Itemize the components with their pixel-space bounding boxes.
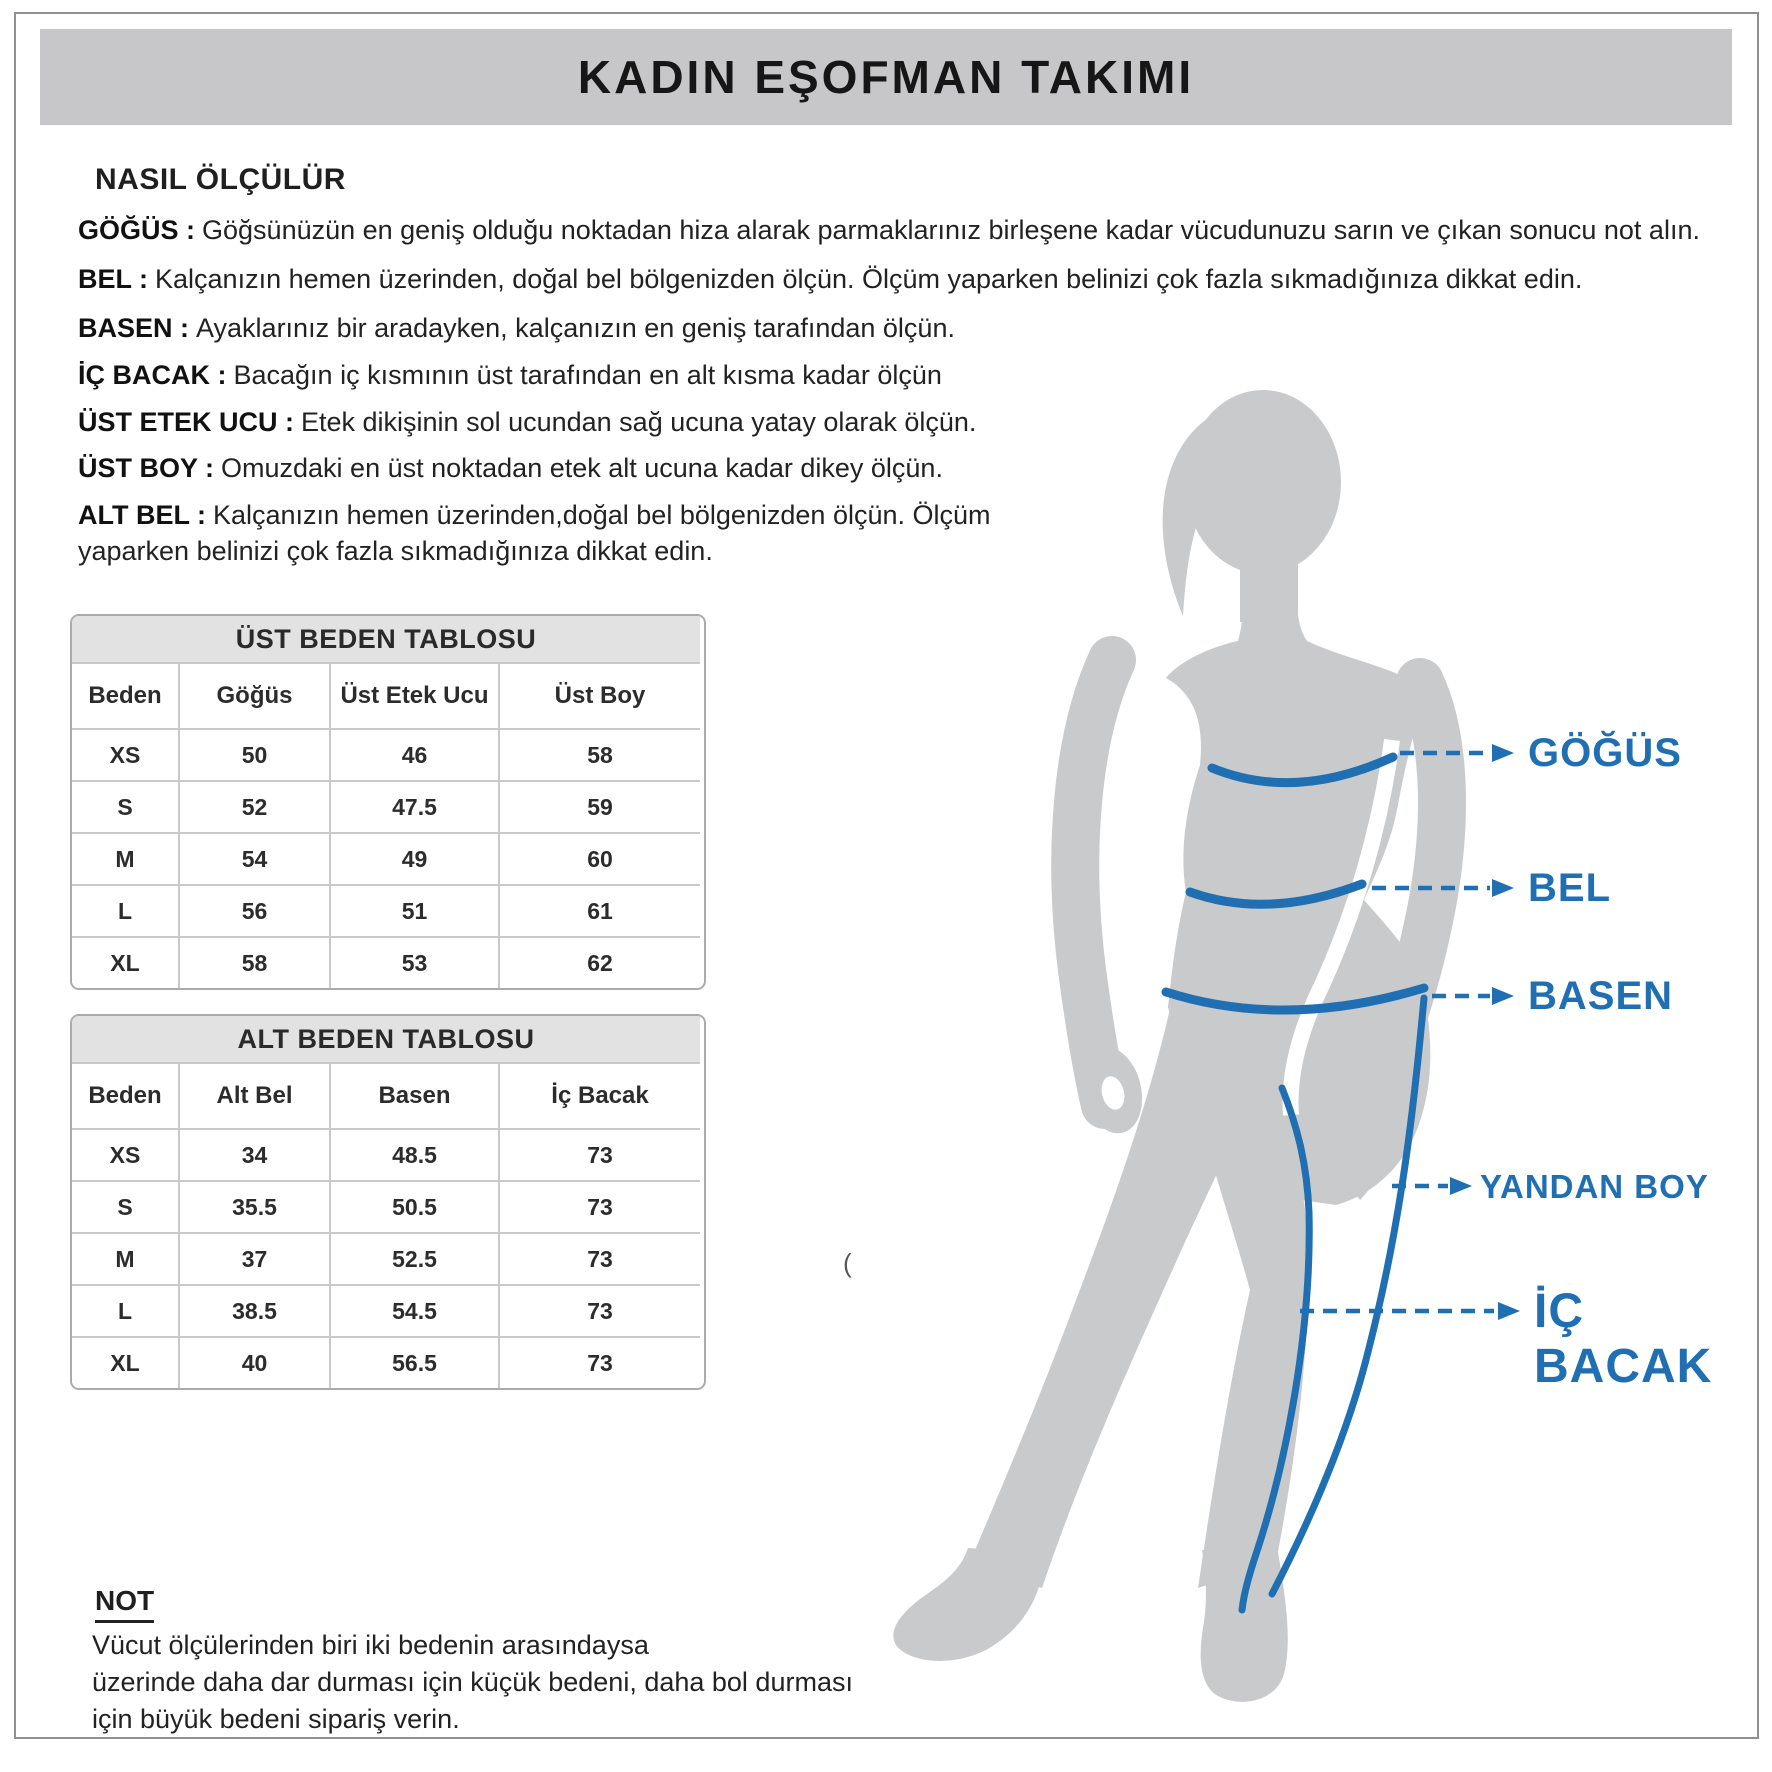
column-header: İç Bacak bbox=[498, 1062, 700, 1128]
measure-def-text: Etek dikişinin sol ucundan sağ ucuna yatay olarak ölçün. bbox=[301, 407, 977, 437]
table-cell: M bbox=[72, 832, 178, 884]
body-silhouette-figure bbox=[840, 378, 1540, 1723]
table-cell: 73 bbox=[498, 1336, 700, 1388]
measure-def-label: GÖĞÜS : bbox=[78, 215, 196, 245]
table-cell: L bbox=[72, 884, 178, 936]
column-header: Beden bbox=[72, 1062, 178, 1128]
table-cell: 47.5 bbox=[329, 780, 498, 832]
lower-size-table bbox=[70, 1014, 706, 1390]
measure-def-ust-boy bbox=[78, 450, 943, 486]
arrowhead-icon bbox=[1492, 744, 1514, 762]
table-cell: S bbox=[72, 1180, 178, 1232]
measure-def-label: ALT BEL : bbox=[78, 500, 206, 530]
table-cell: XL bbox=[72, 936, 178, 988]
upper-table-title: ÜST BEDEN TABLOSU bbox=[72, 616, 700, 662]
note-heading: NOT bbox=[95, 1585, 154, 1623]
table-cell: 51 bbox=[329, 884, 498, 936]
measure-def-text: Bacağın iç kısmının üst tarafından en alt kısma kadar ölçün bbox=[233, 360, 942, 390]
note-line: Vücut ölçülerinden biri iki bedenin arasındaysa bbox=[92, 1630, 649, 1660]
table-cell: 46 bbox=[329, 728, 498, 780]
measure-def-label: İÇ BACAK : bbox=[78, 360, 227, 390]
figure-label-bel: BEL bbox=[1528, 866, 1611, 910]
table-cell: 54 bbox=[178, 832, 329, 884]
column-header: Üst Etek Ucu bbox=[329, 662, 498, 728]
table-cell: 54.5 bbox=[329, 1284, 498, 1336]
table-cell: L bbox=[72, 1284, 178, 1336]
measure-def-bel bbox=[78, 261, 1582, 297]
table-cell: 49 bbox=[329, 832, 498, 884]
column-header: Beden bbox=[72, 662, 178, 728]
table-cell: 53 bbox=[329, 936, 498, 988]
measure-def-text: Kalçanızın hemen üzerinden, doğal bel bölgenizden ölçün. Ölçüm yaparken belinizi çok fazla sıkmadığınıza dikkat edin. bbox=[155, 264, 1583, 294]
measure-def-text: Omuzdaki en üst noktadan etek alt ucuna kadar dikey ölçün. bbox=[221, 453, 943, 483]
measure-def-text: Kalçanızın hemen üzerinden,doğal bel bölgenizden ölçün. Ölçüm yaparken belinizi çok fazla sıkmadığınıza dikkat edin. bbox=[78, 500, 991, 566]
table-cell: 48.5 bbox=[329, 1128, 498, 1180]
measure-def-label: ÜST ETEK UCU : bbox=[78, 407, 294, 437]
note-line: üzerinde daha dar durması için küçük bedeni, daha bol durması bbox=[92, 1667, 853, 1697]
table-cell: 34 bbox=[178, 1128, 329, 1180]
figure-label-yandan-boy: YANDAN BOY bbox=[1480, 1168, 1709, 1205]
table-cell: 60 bbox=[498, 832, 700, 884]
arrowhead-icon bbox=[1498, 1302, 1520, 1320]
measure-def-label: BASEN : bbox=[78, 313, 190, 343]
table-cell: 73 bbox=[498, 1284, 700, 1336]
how-to-measure-heading: NASIL ÖLÇÜLÜR bbox=[95, 163, 346, 196]
figure-label-basen: BASEN bbox=[1528, 974, 1674, 1018]
column-header: Alt Bel bbox=[178, 1062, 329, 1128]
column-header: Göğüs bbox=[178, 662, 329, 728]
title-banner bbox=[40, 29, 1732, 125]
table-cell: 35.5 bbox=[178, 1180, 329, 1232]
table-cell: 50 bbox=[178, 728, 329, 780]
table-cell: XS bbox=[72, 1128, 178, 1180]
female-silhouette bbox=[893, 390, 1442, 1702]
table-cell: 40 bbox=[178, 1336, 329, 1388]
table-cell: 50.5 bbox=[329, 1180, 498, 1232]
column-header: Basen bbox=[329, 1062, 498, 1128]
table-cell: 73 bbox=[498, 1180, 700, 1232]
lower-table-title: ALT BEDEN TABLOSU bbox=[72, 1016, 700, 1062]
table-cell: 73 bbox=[498, 1128, 700, 1180]
note-line: için büyük bedeni sipariş verin. bbox=[92, 1704, 460, 1734]
table-cell: S bbox=[72, 780, 178, 832]
arrowhead-icon bbox=[1492, 987, 1514, 1005]
column-header: Üst Boy bbox=[498, 662, 700, 728]
table-cell: 38.5 bbox=[178, 1284, 329, 1336]
measure-def-basen bbox=[78, 310, 955, 346]
upper-size-table bbox=[70, 614, 706, 990]
table-cell: XS bbox=[72, 728, 178, 780]
arrowhead-icon bbox=[1450, 1177, 1472, 1195]
arrowhead-icon bbox=[1492, 879, 1514, 897]
table-cell: 62 bbox=[498, 936, 700, 988]
measure-def-label: BEL : bbox=[78, 264, 149, 294]
table-cell: 73 bbox=[498, 1232, 700, 1284]
figure-label-gogus: GÖĞÜS bbox=[1528, 731, 1682, 775]
table-cell: 59 bbox=[498, 780, 700, 832]
table-cell: 58 bbox=[178, 936, 329, 988]
measure-def-text: Göğsünüzün en geniş olduğu noktadan hiza alarak parmaklarınız birleşene kadar vücudunuzu sarın ve çıkan sonucu not alın. bbox=[202, 215, 1700, 245]
measure-def-label: ÜST BOY : bbox=[78, 453, 215, 483]
stray-mark: ( bbox=[843, 1248, 852, 1278]
table-cell: 37 bbox=[178, 1232, 329, 1284]
table-cell: 52 bbox=[178, 780, 329, 832]
table-cell: XL bbox=[72, 1336, 178, 1388]
table-cell: M bbox=[72, 1232, 178, 1284]
table-cell: 56.5 bbox=[329, 1336, 498, 1388]
figure-label-ic-bacak: İÇ BACAK bbox=[1534, 1285, 1713, 1393]
table-cell: 61 bbox=[498, 884, 700, 936]
page-title: KADIN EŞOFMAN TAKIMI bbox=[577, 51, 1195, 103]
measure-def-ic-bacak bbox=[78, 357, 942, 393]
measure-def-text: Ayaklarınız bir aradayken, kalçanızın en geniş tarafından ölçün. bbox=[196, 313, 955, 343]
measure-def-gogus bbox=[78, 212, 1700, 248]
table-cell: 58 bbox=[498, 728, 700, 780]
table-cell: 56 bbox=[178, 884, 329, 936]
table-cell: 52.5 bbox=[329, 1232, 498, 1284]
